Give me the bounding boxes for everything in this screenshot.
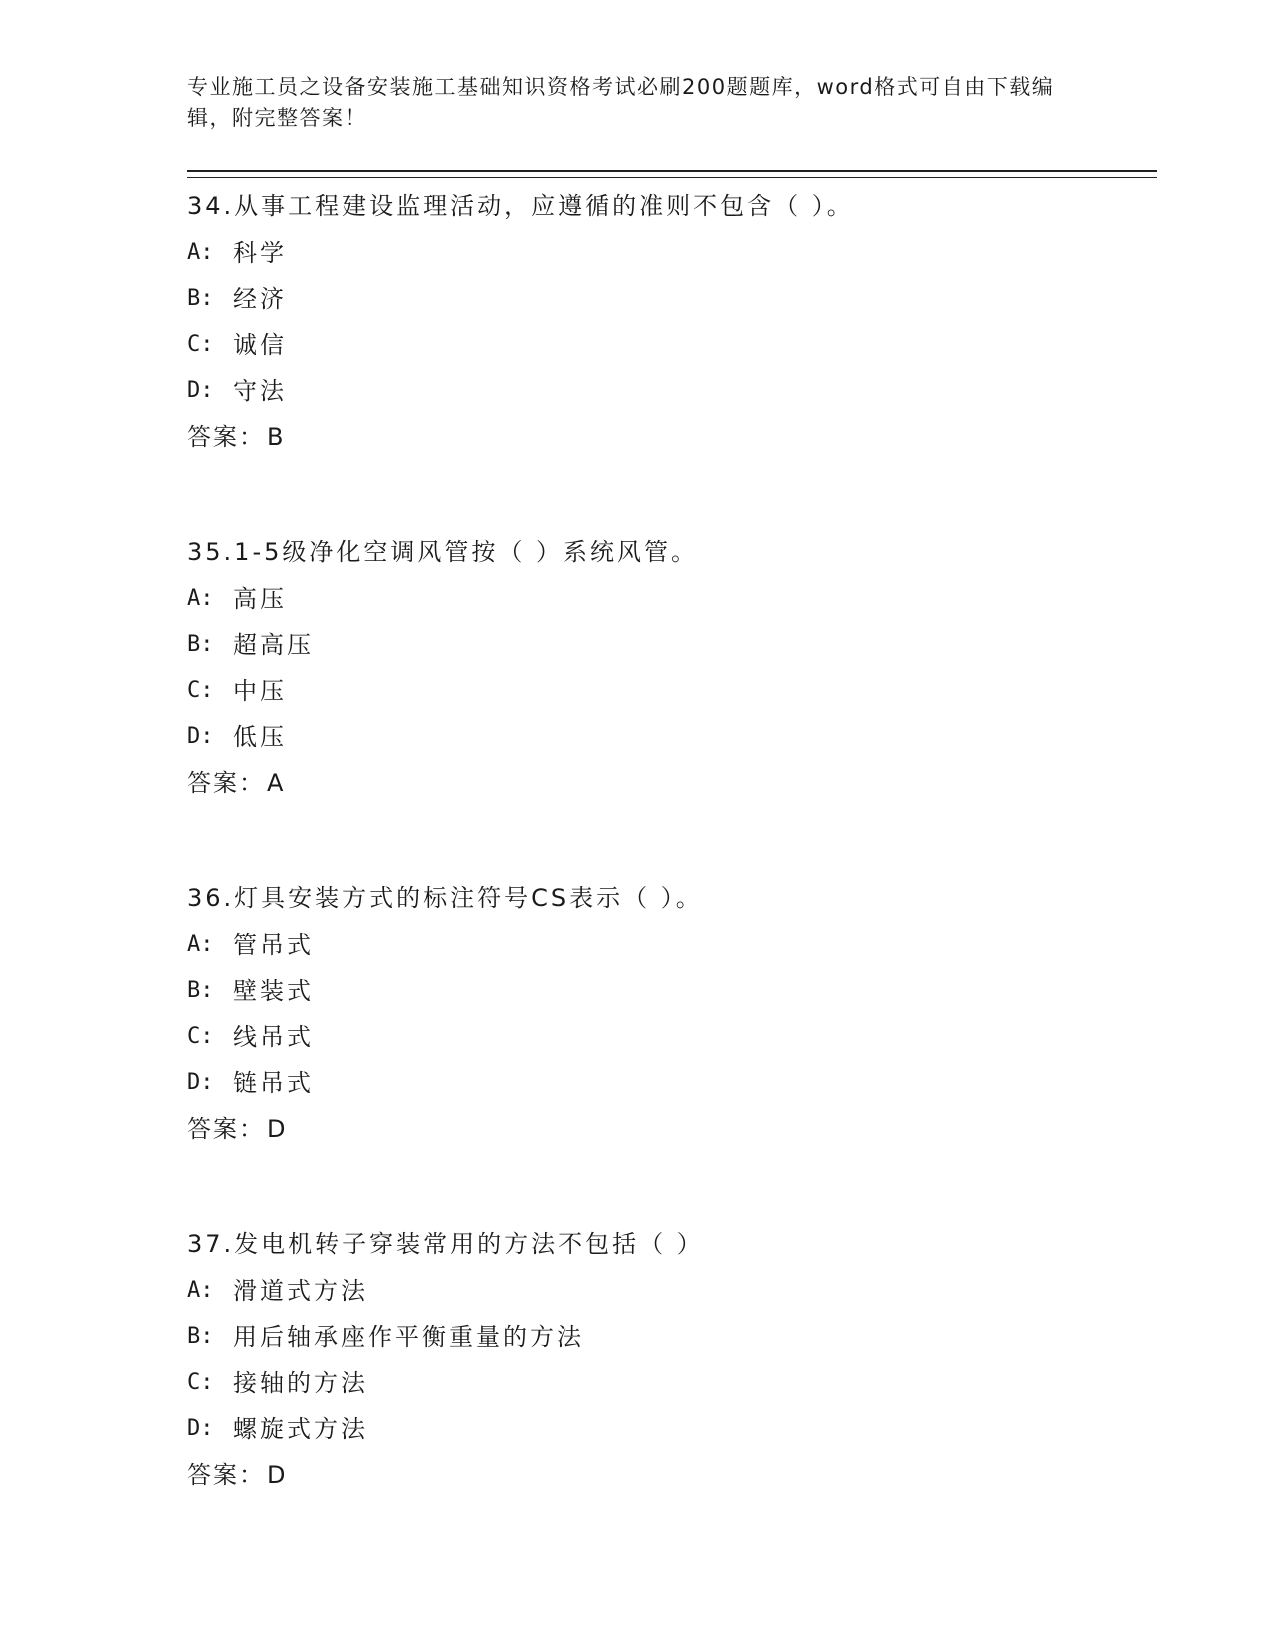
option-text: 滑道式方法 (233, 1277, 368, 1305)
answer-label: 答案： (187, 769, 265, 797)
option-d (187, 1406, 1157, 1452)
option-key: B: (187, 1324, 214, 1349)
answer-line (187, 1106, 1157, 1152)
question-37 (187, 1222, 1157, 1498)
option-text: 经济 (233, 285, 287, 313)
answer-value: B (267, 423, 286, 451)
option-text: 管吊式 (233, 931, 314, 959)
option-c (187, 1360, 1157, 1406)
question-34 (187, 184, 1157, 460)
question-stem: 36.灯具安装方式的标注符号CS表示（ ）。 (187, 884, 703, 912)
answer-value: D (267, 1461, 288, 1489)
option-text: 线吊式 (233, 1023, 314, 1051)
answer-line (187, 760, 1157, 806)
question-stem: 37.发电机转子穿装常用的方法不包括（ ） (187, 1230, 704, 1258)
option-text: 中压 (233, 677, 287, 705)
question-36 (187, 876, 1157, 1152)
option-b (187, 622, 1157, 668)
option-key: C: (187, 678, 214, 703)
option-key: A: (187, 586, 214, 611)
answer-label: 答案： (187, 1461, 265, 1489)
option-key: A: (187, 1278, 214, 1303)
option-c (187, 1014, 1157, 1060)
option-text: 超高压 (233, 631, 314, 659)
option-text: 低压 (233, 723, 287, 751)
option-key: B: (187, 286, 214, 311)
option-b (187, 1314, 1157, 1360)
option-text: 接轴的方法 (233, 1369, 368, 1397)
option-key: D: (187, 1416, 214, 1441)
option-c (187, 322, 1157, 368)
option-d (187, 1060, 1157, 1106)
option-text: 守法 (233, 377, 287, 405)
document-header: 专业施工员之设备安装施工基础知识资格考试必刷200题题库，word格式可自由下载编辑，附完整答案！ (187, 75, 1055, 130)
option-key: C: (187, 1024, 214, 1049)
option-text: 科学 (233, 239, 287, 267)
option-key: D: (187, 378, 214, 403)
answer-line (187, 414, 1157, 460)
option-key: A: (187, 932, 214, 957)
option-b (187, 276, 1157, 322)
question-35 (187, 530, 1157, 806)
answer-label: 答案： (187, 1115, 265, 1143)
option-text: 用后轴承座作平衡重量的方法 (233, 1323, 584, 1351)
answer-line (187, 1452, 1157, 1498)
question-stem: 35.1-5级净化空调风管按（ ）系统风管。 (187, 538, 698, 566)
option-key: D: (187, 1070, 214, 1095)
question-stem: 34.从事工程建设监理活动，应遵循的准则不包含（ ）。 (187, 192, 854, 220)
option-text: 诚信 (233, 331, 287, 359)
answer-value: A (267, 769, 286, 797)
option-text: 壁装式 (233, 977, 314, 1005)
option-a (187, 230, 1157, 276)
option-d (187, 714, 1157, 760)
answer-label: 答案： (187, 423, 265, 451)
option-key: C: (187, 332, 214, 357)
header-divider (187, 170, 1157, 178)
option-text: 高压 (233, 585, 287, 613)
option-d (187, 368, 1157, 414)
answer-value: D (267, 1115, 288, 1143)
option-text: 螺旋式方法 (233, 1415, 368, 1443)
option-a (187, 1268, 1157, 1314)
option-b (187, 968, 1157, 1014)
option-key: C: (187, 1370, 214, 1395)
option-key: A: (187, 240, 214, 265)
option-a (187, 576, 1157, 622)
option-key: D: (187, 724, 214, 749)
document-page (187, 72, 1157, 1498)
option-key: B: (187, 978, 214, 1003)
option-text: 链吊式 (233, 1069, 314, 1097)
option-c (187, 668, 1157, 714)
option-key: B: (187, 632, 214, 657)
option-a (187, 922, 1157, 968)
